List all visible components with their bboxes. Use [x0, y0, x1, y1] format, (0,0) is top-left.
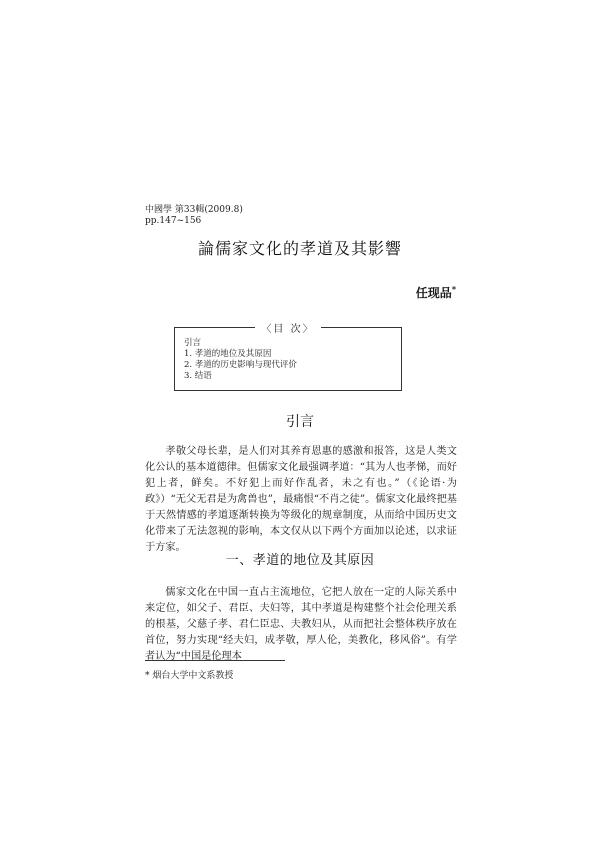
intro-paragraph: 孝敬父母长辈，是人们对其养育恩惠的感激和报答，这是人类文化公认的基本道德律。但儒家文化最强调孝道：“其为人也孝悌，而好犯上者，鲜矣。不好犯上而好作乱者，未之有也。”（《论语·为政》）“无父无君是为禽兽也”，最痛恨“不肖之徒”。儒家文化最终把基于天然情感的孝道逐渐转换为等级化的规章制度，从而给中国历史文化带来了无法忽视的影响，本文仅从以下两个方面加以论述，以求证于方家。	[145, 446, 457, 553]
author-footnote-mark: *	[451, 284, 456, 294]
toc-item: 3. 结语	[184, 371, 212, 381]
toc-item: 1. 孝道的地位及其原因	[184, 349, 272, 359]
toc-heading-wrap	[175, 320, 401, 335]
toc-list	[184, 338, 297, 382]
table-of-contents	[174, 324, 402, 391]
section1-heading: 一、孝道的地位及其原因	[225, 553, 375, 568]
toc-item: 引言	[184, 338, 202, 348]
author-name: 任现品	[415, 286, 452, 300]
intro-heading: 引言	[286, 414, 314, 430]
section1-paragraph: 儒家文化在中国一直占主流地位，它把人放在一定的人际关系中来定位，如父子、君臣、夫妇等，其中孝道是构建整个社会伦理关系的根基，父慈子孝、君仁臣忠、夫教妇从，从而把社会整体秩序放在首位，努力实现“经夫妇，成孝敬，厚人伦，美教化，移风俗”。有学者认为“中国是伦理本	[145, 587, 457, 662]
footnote: * 烟台大学中文系教授	[145, 671, 234, 681]
journal-info	[145, 205, 243, 227]
toc-heading: 〈目 次〉	[255, 324, 320, 335]
journal-volume: 中國學 第33輯(2009.8)	[145, 205, 243, 215]
paper-title: 論儒家文化的孝道及其影響	[197, 239, 402, 258]
toc-item: 2. 孝道的历史影响与现代评价	[184, 360, 297, 370]
footnote-divider	[145, 660, 285, 661]
author	[416, 284, 456, 301]
journal-pages: pp.147~156	[145, 216, 202, 226]
